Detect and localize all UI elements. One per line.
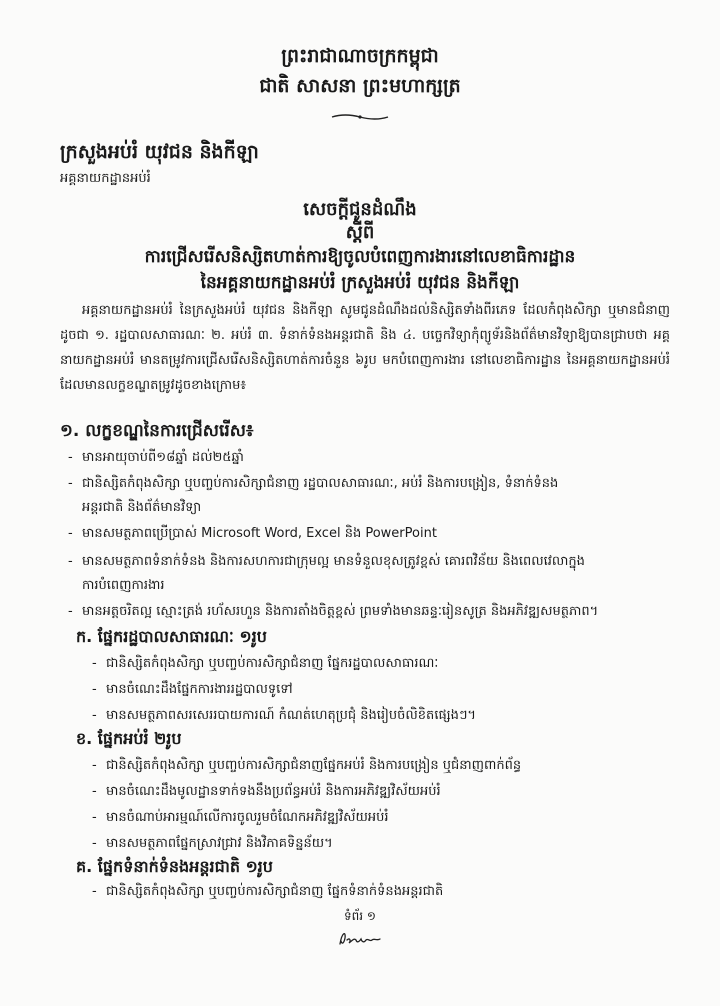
initials-signature	[336, 928, 384, 950]
section-1-heading: ១. លក្ខខណ្ឌនៃការជ្រើសរើស៖	[60, 421, 254, 441]
divider-flourish	[330, 112, 390, 122]
list-item: - មានចំណេះដឹងផ្នែកការងាររដ្ឋបាលទូទៅ	[92, 682, 293, 697]
list-item: - មានអាយុចាប់ពី១៨ឆ្នាំ ដល់២៥ឆ្នាំ	[68, 450, 244, 465]
list-item: - មានចំណាប់អារម្មណ៍លើការចូលរួមចំណែកអភិវឌ្ឍវិស័យអប់រំ	[92, 810, 389, 825]
list-item: - ជានិស្សិតកំពុងសិក្សា ឬបញ្ចប់ការសិក្សាជំនាញ ផ្នែករដ្ឋបាលសាធារណៈ	[92, 656, 439, 671]
kingdom-header: ព្រះរាជាណាចក្រកម្ពុជា	[281, 45, 439, 67]
list-item: - មានសមត្ថភាពសរសេររបាយការណ៍ កំណត់ហេតុប្រជុំ និងរៀបចំលិខិតផ្សេងៗ។	[92, 708, 476, 723]
list-item: - មានចំណេះដឹងមូលដ្ឋានទាក់ទងនឹងប្រព័ន្ធអប់រំ និងការអភិវឌ្ឍវិស័យអប់រំ	[92, 784, 441, 799]
national-motto: ជាតិ សាសនា ព្រះមហាក្សត្រ	[259, 75, 461, 97]
list-item: - មានសមត្ថភាពទំនាក់ទំនង និងការសហការជាក្រុមល្អ មានទំនួលខុសត្រូវខ្ពស់ គោរពវិន័យ និងពេលវេលាក្នុង	[68, 554, 585, 569]
group-b-heading: ខ. ផ្នែកអប់រំ ២រូប	[76, 729, 182, 748]
intro-paragraph: អគ្គនាយកដ្ឋានអប់រំ នៃក្រសួងអប់រំ យុវជន និងកីឡា សូមជូនដំណឹងដល់និស្សិតទាំងពីរភេទ ដែលកំពុងសិក្សា ឬមានជំនាញដូចជា ១. រដ្ឋបាលសាធារណៈ ២. អប់រំ ៣. ទំនាក់ទំនងអន្តរជាតិ និង ៤. បច្ចេកវិទ្យាកុំព្យូទ័រនិងព័ត៌មានវិទ្យាឱ្យបានជ្រាបថា អគ្គនាយកដ្ឋានអប់រំ មានតម្រូវការជ្រើសរើសនិស្សិតហាត់ការចំនួន ៦រូប មកបំពេញការងារ នៅលេខាធិការដ្ឋាន នៃអគ្គនាយកដ្ឋានអប់រំ ដែលមានលក្ខខណ្ឌតម្រូវដូចខាងក្រោម៖	[60, 303, 670, 393]
group-c-heading: គ. ផ្នែកទំនាក់ទំនងអន្តរជាតិ ១រូប	[76, 857, 273, 876]
list-item: - ជានិស្សិតកំពុងសិក្សា ឬបញ្ចប់ការសិក្សាជំនាញ រដ្ឋបាលសាធារណៈ, អប់រំ និងការបង្រៀន, ទំនាក់ទំនង	[68, 476, 559, 491]
list-item-continuation: អន្តរជាតិ និងព័ត៌មានវិទ្យា	[82, 500, 202, 515]
list-item: - មានសមត្ថភាពផ្នែកស្រាវជ្រាវ និងវិភាគទិន្នន័យ។	[92, 836, 333, 851]
page-number: ទំព័រ ១	[344, 909, 376, 923]
notice-subtitle: ស្តីពី	[345, 222, 375, 243]
notice-title: សេចក្តីជូនដំណឹង	[303, 199, 417, 220]
notice-subject-line-2: នៃអគ្គនាយកដ្ឋានអប់រំ ក្រសួងអប់រំ យុវជន និងកីឡា	[200, 273, 520, 293]
list-item-continuation: ការបំពេញការងារ	[82, 578, 165, 593]
list-item: - ជានិស្សិតកំពុងសិក្សា ឬបញ្ចប់ការសិក្សាជំនាញ ផ្នែកទំនាក់ទំនងអន្តរជាតិ	[92, 884, 444, 899]
list-item: - មានអត្តចរិតល្អ ស្មោះត្រង់ រហ័សរហួន និងការតាំងចិត្តខ្ពស់ ព្រមទាំងមានឆន្ទៈរៀនសូត្រ និងអភិវឌ្ឍសមត្ថភាព។	[68, 604, 599, 619]
list-item: - ជានិស្សិតកំពុងសិក្សា ឬបញ្ចប់ការសិក្សាជំនាញផ្នែកអប់រំ និងការបង្រៀន ឬជំនាញពាក់ព័ន្ធ	[92, 758, 522, 773]
ministry-name: ក្រសួងអប់រំ យុវជន និងកីឡា	[60, 141, 259, 163]
group-a-heading: ក. ផ្នែករដ្ឋបាលសាធារណៈ ១រូប	[76, 627, 267, 646]
list-item: - មានសមត្ថភាពប្រើប្រាស់ Microsoft Word, Excel និង PowerPoint	[68, 526, 437, 541]
notice-subject-line-1: ការជ្រើសរើសនិស្សិតហាត់ការឱ្យចូលបំពេញការងារនៅលេខាធិការដ្ឋាន	[144, 247, 576, 267]
department-name: អគ្គនាយកដ្ឋានអប់រំ	[60, 171, 151, 186]
